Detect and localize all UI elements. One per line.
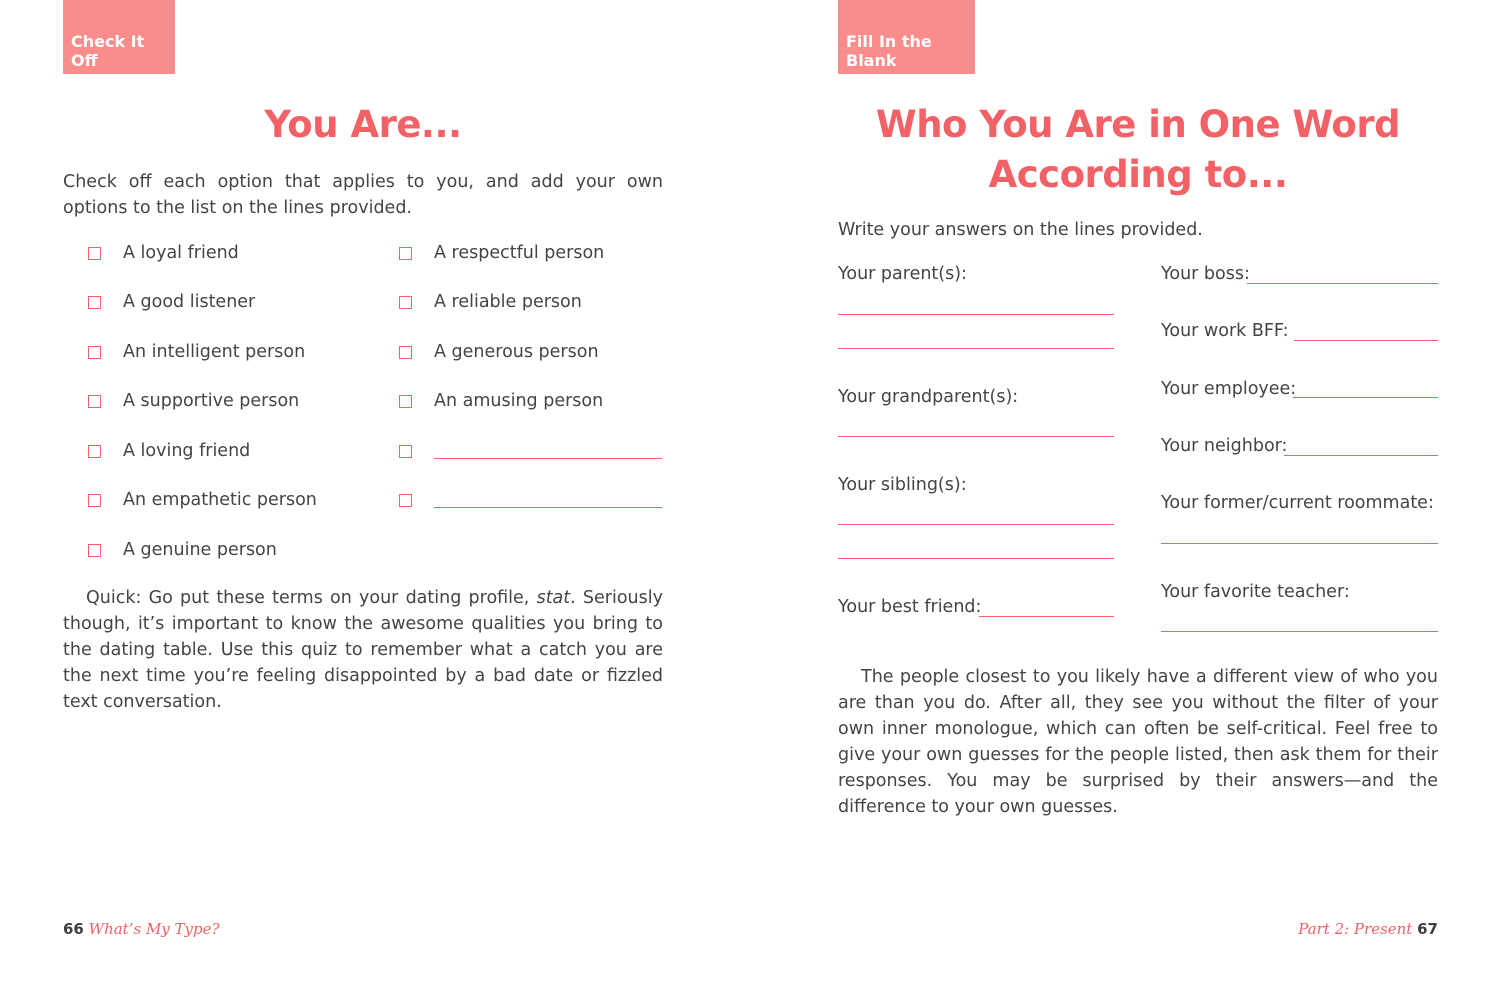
running-section: Part 2: Present <box>1298 920 1413 938</box>
answer-line[interactable] <box>1161 543 1438 544</box>
answer-line[interactable] <box>1293 397 1438 398</box>
checklist-label: A loyal friend <box>123 243 239 263</box>
checkbox[interactable] <box>399 494 412 507</box>
checklist-item[interactable] <box>399 388 603 414</box>
page-number: 67 <box>1417 920 1438 938</box>
checklist-label: A reliable person <box>434 292 582 312</box>
checklist-item[interactable] <box>88 487 317 513</box>
body-paragraph: Quick: Go put these terms on your dating profile, stat. Seriously though, it’s important to know the awesome qualities you bring to the dating table. Use this quiz to remember what a catch you are the next time you’re feeling disappointed by a bad date or fizzled text conversation. <box>63 588 663 712</box>
checkbox[interactable] <box>88 445 101 458</box>
checklist-item[interactable] <box>88 537 277 563</box>
page-title-line2: According to... <box>988 153 1288 196</box>
page-title: You Are... <box>264 103 462 146</box>
section-tab-fill-in-the-blank <box>838 0 975 74</box>
answer-line[interactable] <box>1161 631 1438 632</box>
checklist-item[interactable] <box>399 289 582 315</box>
checklist-item[interactable] <box>88 438 250 464</box>
page-number: 66 <box>63 920 84 938</box>
checkbox[interactable] <box>88 494 101 507</box>
write-in-line[interactable] <box>434 493 662 508</box>
prompt-employee: Your employee: <box>1161 379 1297 399</box>
checklist-item[interactable] <box>399 339 599 365</box>
prompt-boss: Your boss: <box>1161 264 1250 284</box>
checkbox[interactable] <box>88 247 101 260</box>
prompt-grandparents: Your grandparent(s): <box>838 387 1019 407</box>
checklist-label: An intelligent person <box>123 342 306 362</box>
answer-line[interactable] <box>838 524 1114 525</box>
page-footer <box>63 920 220 938</box>
prompt-best-friend: Your best friend: <box>838 597 982 617</box>
checklist-item[interactable] <box>88 289 255 315</box>
right-page <box>838 0 1438 1000</box>
answer-line[interactable] <box>838 348 1114 349</box>
checklist-label: A supportive person <box>123 391 300 411</box>
checklist-item[interactable] <box>88 240 239 266</box>
checklist-item-blank[interactable] <box>399 487 662 513</box>
instructions: Write your answers on the lines provided. <box>838 220 1203 240</box>
running-title: What’s My Type? <box>88 920 220 938</box>
section-tab-check-it-off <box>63 0 175 74</box>
answer-line[interactable] <box>838 436 1114 437</box>
checkbox[interactable] <box>399 445 412 458</box>
checkbox[interactable] <box>399 346 412 359</box>
prompt-roommate: Your former/current roommate: <box>1161 493 1434 513</box>
checkbox[interactable] <box>88 544 101 557</box>
prompt-parents: Your parent(s): <box>838 264 967 284</box>
left-page <box>63 0 663 1000</box>
page-title: Who You Are in One Word <box>875 103 1401 146</box>
checklist-label: An amusing person <box>434 391 604 411</box>
section-tab-label: Fill In the Blank <box>846 32 932 70</box>
checklist-label: A respectful person <box>434 243 605 263</box>
prompt-favorite-teacher: Your favorite teacher: <box>1161 582 1350 602</box>
instructions: Check off each option that applies to you, and add your own options to the list on the lines provided. <box>63 172 663 218</box>
answer-line[interactable] <box>838 314 1114 315</box>
checkbox[interactable] <box>88 296 101 309</box>
checklist-item[interactable] <box>88 339 305 365</box>
checklist-label: A generous person <box>434 342 599 362</box>
page-footer <box>1298 920 1438 938</box>
checklist-label: A loving friend <box>123 441 251 461</box>
prompt-neighbor: Your neighbor: <box>1161 436 1288 456</box>
checkbox[interactable] <box>399 296 412 309</box>
prompt-siblings: Your sibling(s): <box>838 475 967 495</box>
checkbox[interactable] <box>88 395 101 408</box>
checkbox[interactable] <box>399 395 412 408</box>
section-tab-label: Check It Off <box>71 32 145 70</box>
checklist-label: An empathetic person <box>123 490 317 510</box>
answer-line[interactable] <box>1294 340 1438 341</box>
answer-line[interactable] <box>979 616 1114 617</box>
checklist-item[interactable] <box>88 388 299 414</box>
prompt-work-bff: Your work BFF: <box>1161 321 1289 341</box>
checklist-label: A genuine person <box>123 540 277 560</box>
answer-line[interactable] <box>1247 283 1438 284</box>
write-in-line[interactable] <box>434 444 662 459</box>
answer-line[interactable] <box>1284 455 1438 456</box>
answer-line[interactable] <box>838 558 1114 559</box>
checkbox[interactable] <box>88 346 101 359</box>
checklist-label: A good listener <box>123 292 256 312</box>
checkbox[interactable] <box>399 247 412 260</box>
body-paragraph: The people closest to you likely have a different view of who you are than you do. After all, they see you without the filter of your own inner monologue, which can often be self-critical. Feel free to give your own guesses for the people listed, then ask them for their responses. You may be surprised by their answers—and the difference to your own guesses. <box>838 667 1438 817</box>
checklist-item[interactable] <box>399 240 604 266</box>
checklist-item-blank[interactable] <box>399 438 662 464</box>
